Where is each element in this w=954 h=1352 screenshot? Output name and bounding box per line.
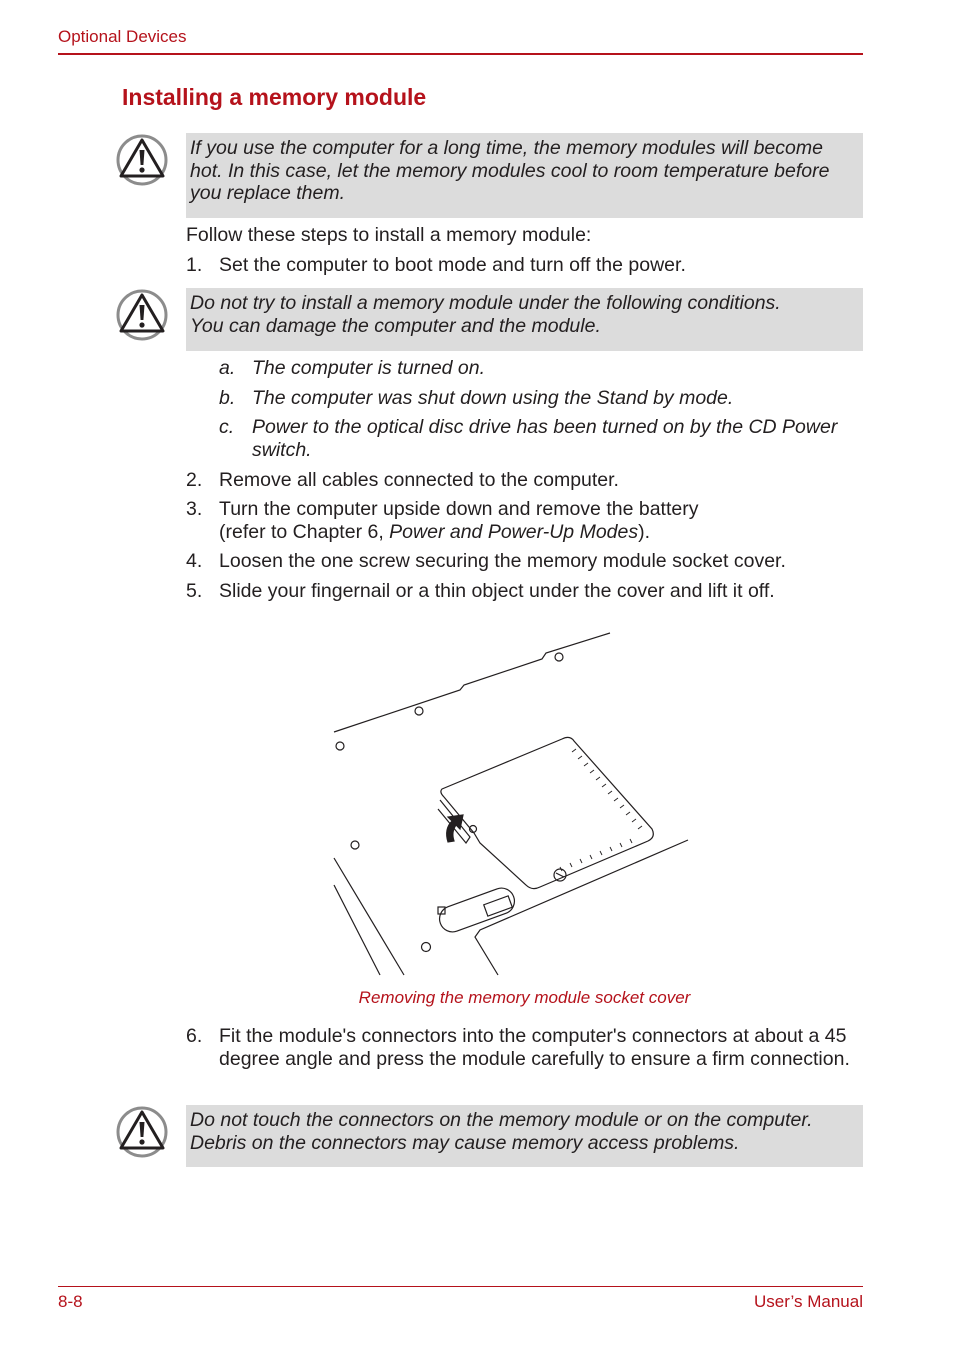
figure-caption: Removing the memory module socket cover [358, 988, 691, 1007]
warning-icon [116, 1106, 168, 1158]
substep-letter: b. [219, 387, 236, 409]
step-number: 5. [186, 580, 203, 602]
note-text: If you use the computer for a long time, the memory modules will become hot. In this case, let the memory modules cool to room temperature before you replace them. [190, 137, 830, 204]
substep-text: The computer was shut down using the Stand by mode. [252, 387, 734, 409]
substep-letter: a. [219, 357, 236, 379]
note-connectors [186, 1105, 863, 1167]
step-text: Fit the module's connectors into the computer's connectors at about a 45 degree angle and press the module carefully to ensure a firm connection. [219, 1025, 850, 1070]
header-rule [58, 53, 863, 55]
manual-title: User’s Manual [754, 1292, 863, 1311]
note-install-conditions [186, 288, 863, 351]
intro-text: Follow these steps to install a memory module: [186, 224, 592, 246]
note-text: Do not touch the connectors on the memory module or on the computer. Debris on the connectors may cause memory access problems. [190, 1109, 813, 1154]
step-number: 2. [186, 469, 203, 491]
step-text: Slide your fingernail or a thin object under the cover and lift it off. [219, 580, 775, 602]
step-number: 1. [186, 254, 203, 276]
warning-icon [116, 289, 168, 341]
step-line [219, 521, 863, 544]
step-text: Remove all cables connected to the computer. [219, 469, 619, 491]
warning-icon [116, 134, 168, 186]
step-ref-prefix: (refer to Chapter 6, [219, 520, 390, 543]
footer-rule [58, 1286, 863, 1287]
step-text [219, 498, 863, 543]
substep-text: The computer is turned on. [252, 357, 486, 379]
step-text: Loosen the one screw securing the memory module socket cover. [219, 550, 786, 572]
section-title: Installing a memory module [122, 84, 427, 110]
running-header: Optional Devices [58, 27, 187, 46]
memory-cover-illustration [320, 625, 700, 980]
step-ref-suffix: ). [638, 520, 651, 543]
note-line: Do not try to install a memory module under the following conditions. [190, 292, 781, 314]
step-text: Set the computer to boot mode and turn off the power. [219, 254, 686, 276]
step-number: 4. [186, 550, 203, 572]
substep-text: Power to the optical disc drive has been turned on by the CD Power switch. [252, 416, 838, 461]
page-number: 8-8 [58, 1292, 83, 1311]
note-memory-heat [186, 133, 863, 218]
step-number: 3. [186, 498, 203, 520]
note-line: You can damage the computer and the module. [190, 314, 601, 337]
step-number: 6. [186, 1025, 203, 1047]
chapter-reference: Power and Power-Up Modes [389, 520, 639, 543]
step-line: Turn the computer upside down and remove the battery [219, 498, 699, 520]
substep-letter: c. [219, 416, 235, 438]
